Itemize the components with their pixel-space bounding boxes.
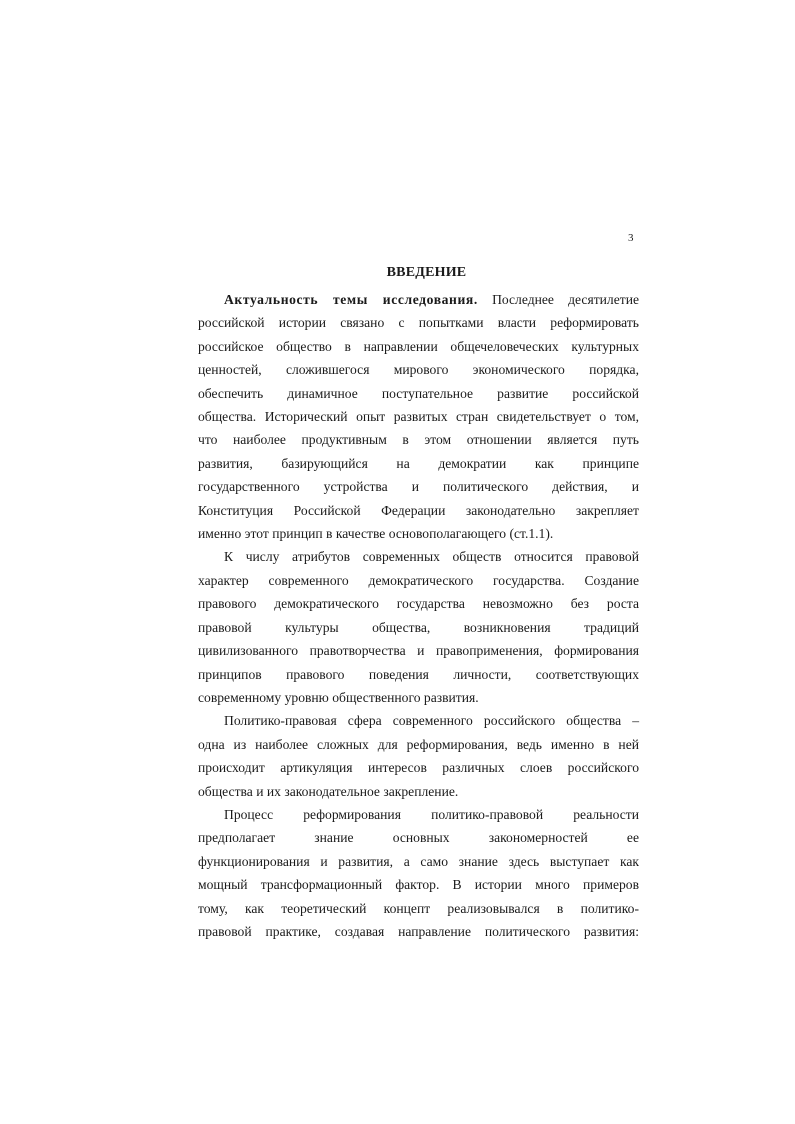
paragraph-line: цивилизованного правотворчества и правоприменения, формирования [198, 643, 639, 659]
paragraph-line: общества и их законодательное закрепление. [198, 783, 459, 799]
paragraph-line: развития, базирующийся на демократии как принципе [198, 455, 639, 471]
paragraph-line: российское общество в направлении общечеловеческих культурных [198, 338, 639, 354]
line-text: Последнее десятилетие [477, 292, 639, 307]
paragraph-line: предполагает знание основных закономерностей ее [198, 830, 639, 846]
paragraph-line: характер современного демократического государства. Создание [198, 572, 639, 588]
paragraph-line: мощный трансформационный фактор. В истории много примеров [198, 877, 639, 893]
section-title: ВВЕДЕНИЕ [386, 265, 467, 280]
paragraph-line: К числу атрибутов современных обществ относится правовой [224, 549, 639, 565]
body-text [198, 288, 639, 943]
paragraph-line: Конституция Российской Федерации законодательно закрепляет [198, 502, 639, 518]
paragraph-1 [198, 288, 639, 545]
paragraph-3 [198, 709, 639, 803]
paragraph-line: тому, как теоретический концепт реализовывался в политико- [198, 900, 639, 916]
paragraph-line: государственного устройства и политического действия, и [198, 479, 639, 495]
paragraph-line: ценностей, сложившегося мирового экономического порядка, [198, 362, 639, 378]
paragraph-line: Процесс реформирования политико-правовой реальности [224, 806, 639, 822]
paragraph-line: именно этот принцип в качестве основополагающего (ст.1.1). [198, 526, 554, 542]
paragraph-line: одна из наиболее сложных для реформирования, ведь именно в ней [198, 736, 639, 752]
paragraph-line: российской истории связано с попытками власти реформировать [198, 315, 639, 331]
paragraph-line: современному уровню общественного развития. [198, 689, 479, 705]
paragraph-line: принципов правового поведения личности, соответствующих [198, 666, 639, 682]
paragraph-line: Политико-правовая сфера современного российского общества – [224, 713, 639, 729]
paragraph-4 [198, 803, 639, 943]
paragraph-line: общества. Исторический опыт развитых стран свидетельствует о том, [198, 409, 639, 425]
paragraph-line: что наиболее продуктивным в этом отношении является путь [198, 432, 639, 448]
paragraph-line: происходит артикуляция интересов различных слоев российского [198, 760, 639, 776]
paragraph-lead: Актуальность темы исследования. [224, 292, 478, 307]
page-number: 3 [628, 232, 634, 244]
paragraph-line: правовой культуры общества, возникновения традиций [198, 619, 639, 635]
paragraph-line: правовой практике, создавая направление политического развития: [198, 923, 639, 939]
paragraph-line: обеспечить динамичное поступательное развитие российской [198, 385, 639, 401]
paragraph-line: правового демократического государства невозможно без роста [198, 596, 639, 612]
paragraph-line [198, 288, 639, 311]
paragraph-line: функционирования и развития, а само знание здесь выступает как [198, 853, 639, 869]
paragraph-2 [198, 545, 639, 709]
